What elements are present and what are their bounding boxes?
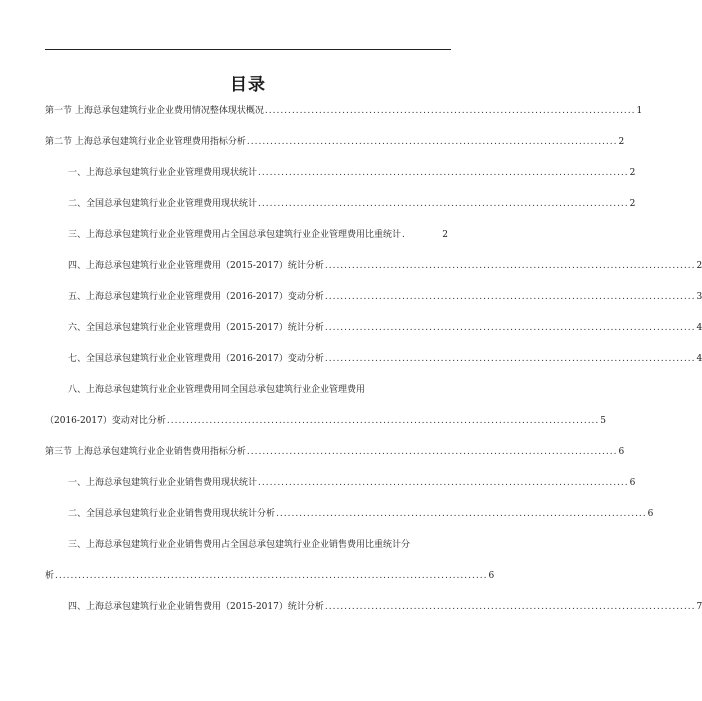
toc-entry-page: 4: [696, 354, 702, 364]
dot-leader: ................................................................................................: [258, 168, 629, 178]
toc-entry-3-3-line2[interactable]: [45, 571, 495, 582]
toc-entry-page: 6: [488, 571, 495, 581]
toc-entry-page: 2: [442, 230, 448, 240]
toc-entry-label: 二、全国总承包建筑行业企业管理费用现状统计: [68, 199, 258, 209]
toc-entry-2-7[interactable]: [45, 354, 702, 365]
toc-entry-page: 2: [629, 199, 636, 209]
table-of-contents: [45, 106, 702, 633]
toc-entry-page: 6: [629, 478, 636, 488]
toc-entry-label: 四、上海总承包建筑行业企业管理费用（2015-2017）统计分析: [68, 261, 324, 271]
header-rule: [45, 49, 451, 50]
toc-entry-page: 2: [618, 137, 625, 147]
dot-leader: ................................................................................................................: [166, 416, 600, 426]
toc-entry-3-1[interactable]: [45, 478, 636, 489]
toc-entry-2-4[interactable]: [45, 261, 702, 272]
toc-entry-page: 6: [618, 447, 625, 457]
toc-entry-label: 析: [45, 571, 55, 581]
toc-entry-label: 四、上海总承包建筑行业企业销售费用（2015-2017）统计分析: [68, 602, 324, 612]
dot-leader: .: [402, 230, 406, 240]
dot-leader: ................................................................................................: [258, 478, 629, 488]
dot-leader: ................................................................................................................: [55, 571, 488, 581]
dot-leader: ................................................................................................: [324, 354, 696, 364]
toc-entry-2-1[interactable]: [45, 168, 636, 179]
dot-leader: ................................................................................................: [258, 199, 629, 209]
dot-leader: ................................................................................................: [324, 292, 696, 302]
toc-entry-2-3[interactable]: [45, 230, 448, 241]
toc-entry-page: 2: [696, 261, 702, 271]
toc-entry-label: 二、全国总承包建筑行业企业销售费用现状统计分析: [68, 509, 276, 519]
toc-entry-section-1[interactable]: [45, 106, 643, 117]
toc-entry-label: 五、上海总承包建筑行业企业管理费用（2016-2017）变动分析: [68, 292, 324, 302]
toc-entry-label: 第一节 上海总承包建筑行业企业费用情况整体现状概况: [45, 106, 264, 116]
toc-entry-3-3-line1[interactable]: 三、上海总承包建筑行业企业销售费用占全国总承包建筑行业企业销售费用比重统计分: [68, 540, 411, 550]
dot-leader: ................................................................................................: [264, 106, 636, 116]
toc-entry-label: 一、上海总承包建筑行业企业销售费用现状统计: [68, 478, 258, 488]
page-title: 目录: [230, 75, 266, 95]
toc-entry-page: 5: [600, 416, 607, 426]
toc-entry-page: 7: [696, 602, 702, 612]
dot-leader: ................................................................................................: [276, 509, 647, 519]
toc-entry-page: 6: [647, 509, 654, 519]
toc-entry-page: 2: [629, 168, 636, 178]
toc-entry-2-2[interactable]: [45, 199, 636, 210]
toc-entry-section-2[interactable]: [45, 137, 625, 148]
toc-entry-label: 六、全国总承包建筑行业企业管理费用（2015-2017）统计分析: [68, 323, 324, 333]
toc-entry-label: 三、上海总承包建筑行业企业管理费用占全国总承包建筑行业企业管理费用比重统计: [68, 230, 402, 240]
dot-leader: ................................................................................................: [324, 323, 696, 333]
toc-entry-2-6[interactable]: [45, 323, 702, 334]
toc-entry-label: 一、上海总承包建筑行业企业管理费用现状统计: [68, 168, 258, 178]
toc-entry-label: 第二节 上海总承包建筑行业企业管理费用指标分析: [45, 137, 246, 147]
toc-entry-3-2[interactable]: [45, 509, 654, 520]
dot-leader: ................................................................................................: [246, 447, 618, 457]
toc-entry-2-8-line1[interactable]: 八、上海总承包建筑行业企业管理费用同全国总承包建筑行业企业管理费用: [68, 385, 366, 395]
toc-entry-page: 4: [696, 323, 702, 333]
toc-entry-section-3[interactable]: [45, 447, 625, 458]
toc-entry-2-5[interactable]: [45, 292, 702, 303]
toc-entry-2-8-line2[interactable]: [45, 416, 607, 427]
toc-entry-label: 七、全国总承包建筑行业企业管理费用（2016-2017）变动分析: [68, 354, 324, 364]
toc-entry-label: （2016-2017）变动对比分析: [45, 416, 166, 426]
toc-entry-label: 第三节 上海总承包建筑行业企业销售费用指标分析: [45, 447, 246, 457]
dot-leader: ................................................................................................: [324, 261, 696, 271]
toc-entry-3-4[interactable]: [45, 602, 702, 613]
toc-entry-page: 3: [696, 292, 702, 302]
dot-leader: ................................................................................................: [246, 137, 618, 147]
dot-leader: ................................................................................................: [324, 602, 696, 612]
toc-entry-page: 1: [636, 106, 643, 116]
